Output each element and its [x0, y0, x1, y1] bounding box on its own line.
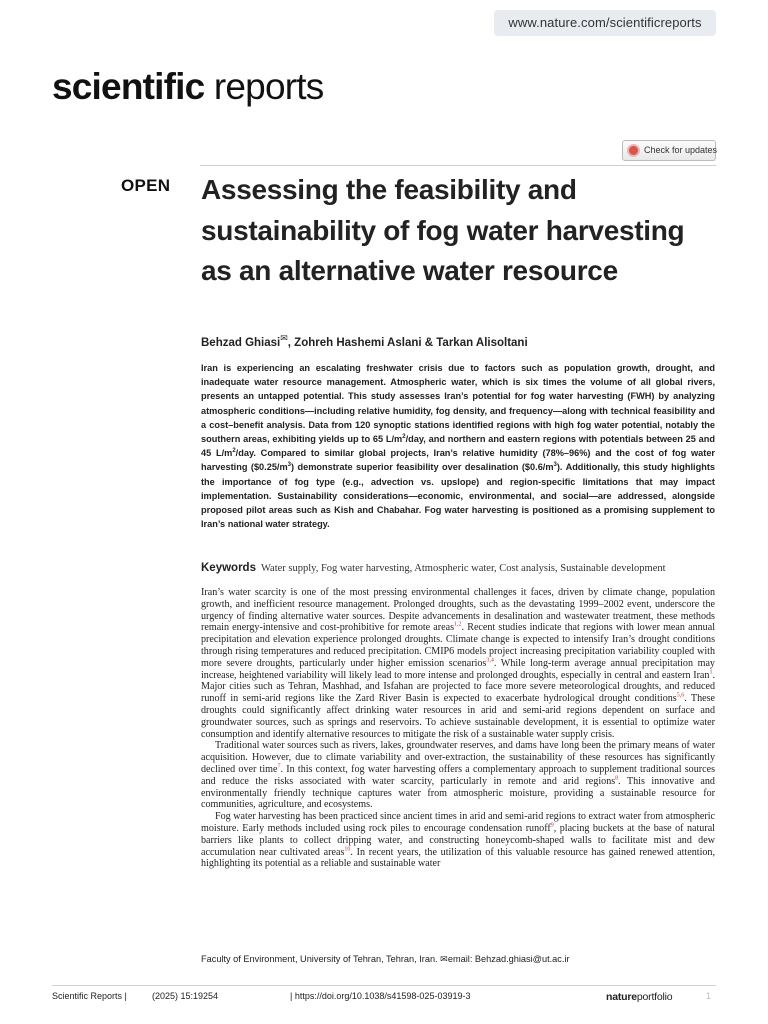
corresponding-author[interactable]: Behzad Ghiasi: [201, 336, 281, 349]
citation-link[interactable]: 9: [550, 822, 554, 829]
citation-link[interactable]: 1: [709, 669, 713, 676]
journal-name-light: reports: [204, 66, 324, 107]
keywords-list: Water supply, Fog water harvesting, Atmospheric water, Cost analysis, Sustainable development: [260, 563, 666, 574]
body-paragraph: Iran’s water scarcity is one of the most pressing environmental challenges it faces, driven by climate change, population growth, and inefficient resource management. Prolonged droughts, such as the devastating 1999–2002 event, underscore the urgency of finding alternative water sources. Despite advancements in desalination and wastewater treatment, these methods remain energy-intensive and cost-prohibitive for remote areas$^{1,2}$. Recent studies indicate that regions with lower mean annual precipitation and elevation experience prolonged droughts. Climate change is expected to intensify Iran’s drought conditions through rising temperatures and reduced precipitation. CMIP6 models project increasing precipitation variability coupled with more severe droughts, particularly under higher emission scenarios$^{3,4}$. While long-term average annual precipitation may increase, heightened variability will likely lead to more intense and prolonged droughts, especially in central and eastern Iran$^1$. Major cities such as Tehran, Mashhad, and Isfahan are projected to face more severe meteorological droughts, and reduced runoff in semi-arid regions like the Zard River Basin is expected to exacerbate hydrological drought conditions$^{5,6}$. These droughts could significantly affect drinking water resources in arid and semi-arid regions dependent on surface and groundwater sources, such as springs and reservoirs. To achieve sustainable development, it is essential to optimize water consumption and identify alternative resources to mitigate the risk of a sustainable water supply crisis.: [201, 587, 716, 740]
mail-icon: ✉: [440, 954, 448, 964]
superscript: 2: [402, 433, 406, 440]
journal-logo: [52, 66, 323, 108]
article-title: Assessing the feasibility and sustainability of fog water harvesting as an alternative water resource: [201, 174, 685, 286]
superscript: 3: [553, 462, 557, 469]
footer-volume: (2025) 15:19254: [152, 991, 219, 1001]
header-divider: [200, 165, 716, 166]
mail-icon[interactable]: ✉: [280, 333, 288, 343]
abstract: Iran is experiencing an escalating freshwater crisis due to factors such as population growth, drought, and inadequate water resource management. Atmospheric water, which is six times the volume of all global rivers, presents an untapped potential. This study assesses Iran’s potential for fog water harvesting (FWH) by analyzing atmospheric conditions—including relative humidity, fog density, and frequency—along with technical feasibility and a cost–benefit analysis. Data from 120 synoptic stations identified regions with high fog water potential, notably the southern areas, exhibiting yields up to 65 $L/m^2$/day, and northern and eastern regions with potentials between 25 and 45 $L/m^2$/day. Compared to similar global projects, Iran’s relative humidity (78%–96%) and the cost of fog water harvesting $(\$0.25/m^3)$ demonstrate superior feasibility over desalination $(\$0.6/m^3)$. Additionally, this study highlights the importance of fog type (e.g., advection vs. upslope) and region-specific limitations that may impact implementation. Sustainability considerations—economic, environmental, and social—are addressed, alongside proposed pilot areas such as Kish and Chabahar. Fog water harvesting is positioned as a promising supplement to Iran’s national water strategy.: [201, 363, 716, 530]
open-access-label: OPEN: [121, 176, 171, 195]
citation-link[interactable]: 3,4: [486, 657, 494, 664]
citation-link[interactable]: 7: [277, 763, 281, 770]
superscript: 2: [232, 448, 236, 455]
corresponding-email[interactable]: email: Behzad.ghiasi@ut.ac.ir: [447, 954, 570, 964]
journal-name-bold: scientific: [52, 66, 205, 107]
body-paragraph: Fog water harvesting has been practiced since ancient times in arid and semi-arid regions to extract water from atmospheric moisture. Early methods included using rock piles to encourage condensation runoff$^9$, placing buckets at the base of natural barriers like plants to collect dripping water, and constructing honeycomb-shaped walls to facilitate mist and dew accumulation near cultivated areas$^{10}$. In recent years, the utilization of this valuable resource has gained renewed attention, highlighting its potential as a reliable and sustainable water: [201, 811, 715, 870]
footer-doi-link[interactable]: | https://doi.org/10.1038/s41598-025-03919-3: [290, 991, 471, 1001]
keywords-label: Keywords: [201, 562, 256, 574]
url-bar[interactable]: [494, 10, 716, 36]
check-for-updates-label: Check for updates: [644, 145, 718, 155]
body-paragraph: Traditional water sources such as rivers, lakes, groundwater reserves, and dams have long been the primary means of water acquisition. However, due to climate variability and over-extraction, the sustainability of these resources has significantly declined over time$^7$. In this context, fog water harvesting offers a complementary approach to supplement traditional sources and reduce the risks associated with water scarcity, particularly in remote and arid regions$^8$. This innovative and environmentally friendly technique captures water from atmospheric moisture, providing a sustainable resource for communities, agriculture, and ecosystems.: [201, 740, 715, 811]
crossmark-icon: [627, 144, 640, 157]
footer-journal: Scientific Reports |: [52, 991, 127, 1001]
journal-url[interactable]: www.nature.com/scientificreports: [508, 15, 702, 30]
article-body: [201, 587, 715, 870]
superscript: 3: [287, 462, 291, 469]
keywords: [201, 558, 721, 576]
affiliation: Faculty of Environment, University of Tehran, Tehran, Iran. ✉email: Behzad.ghiasi@ut.ac.ir: [201, 954, 570, 964]
citation-link[interactable]: 8: [615, 775, 619, 782]
citation-link[interactable]: 5,6: [676, 692, 685, 699]
page-number: 1: [706, 991, 712, 1001]
author-list: [201, 333, 528, 349]
co-authors[interactable]: , Zohreh Hashemi Aslani & Tarkan Alisoltani: [287, 336, 528, 349]
publisher-logo: natureportfolio: [606, 991, 673, 1003]
check-for-updates-button[interactable]: [622, 140, 716, 161]
footer-divider: [52, 985, 716, 986]
citation-link[interactable]: 10: [344, 846, 351, 853]
citation-link[interactable]: 1,2: [454, 622, 462, 629]
